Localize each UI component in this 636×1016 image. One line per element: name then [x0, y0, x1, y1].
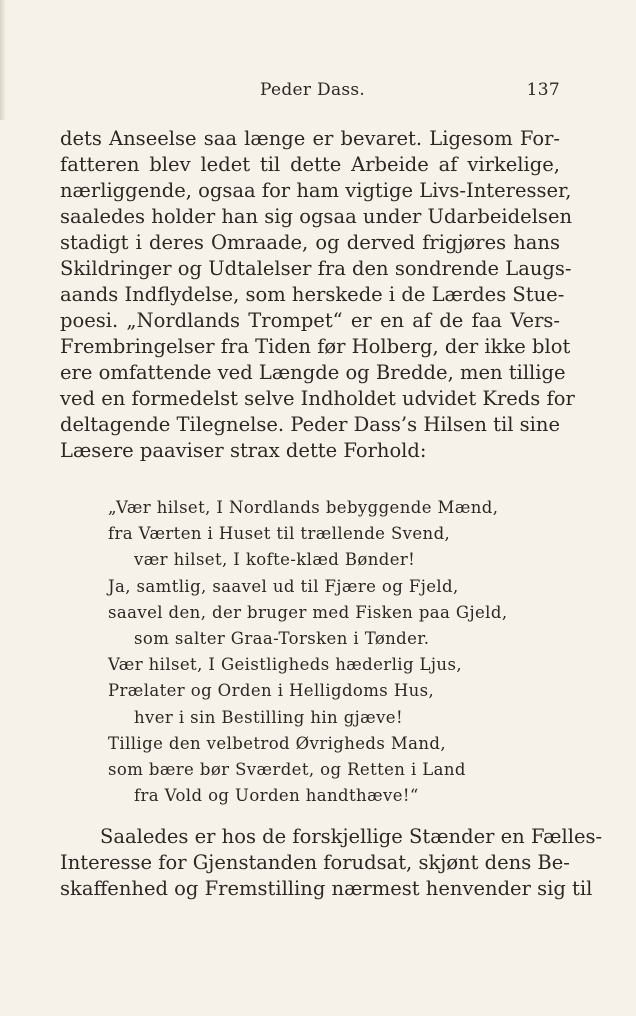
text-line: stadigt i deres Omraade, og derved frigjøres hans: [60, 231, 560, 254]
poem-line: Prælater og Orden i Helligdoms Hus,: [108, 681, 435, 701]
text-line: deltagende Tilegnelse. Peder Dass’s Hilsen til sine: [60, 413, 560, 436]
text-line: Interesse for Gjenstanden forudsat, skjønt dens Be-: [60, 851, 570, 874]
text-line: poesi. „Nordlands Trompet“ er en af de faa Vers-: [60, 309, 560, 332]
text-line: Saaledes er hos de forskjellige Stænder en Fælles-: [100, 825, 603, 848]
text-line: aands Indflydelse, som herskede i de Lærdes Stue-: [60, 283, 565, 306]
running-title: Peder Dass.: [260, 80, 366, 100]
paragraph-intro: [60, 126, 575, 464]
poem-line: vær hilset, I kofte-klæd Bønder!: [134, 550, 416, 570]
text-line: Læsere paaviser strax dette Forhold:: [60, 439, 427, 462]
poem-line: fra Værten i Huset til trællende Svend,: [108, 524, 451, 544]
poem-quotation: [60, 495, 560, 809]
text-line: skaffenhed og Fremstilling nærmest henvender sig til: [60, 877, 593, 900]
page-edge-shadow: [0, 0, 6, 120]
poem-line: Ja, samtlig, saavel ud til Fjære og Fjeld,: [108, 576, 459, 596]
poem-line: saavel den, der bruger med Fisken paa Gjeld,: [108, 602, 508, 622]
text-line: ere omfattende ved Længde og Bredde, men tillige: [60, 361, 566, 384]
text-line: Skildringer og Udtalelser fra den sondrende Laugs-: [60, 257, 572, 280]
poem-line: som bære bør Sværdet, og Retten i Land: [108, 760, 466, 780]
poem-line: Tillige den velbetrod Øvrigheds Mand,: [108, 733, 447, 753]
text-line: fatteren blev ledet til dette Arbeide af virkelige,: [60, 153, 560, 176]
poem-line: som salter Graa-Torsken i Tønder.: [134, 629, 430, 649]
poem-line: hver i sin Bestilling hin gjæve!: [134, 707, 403, 727]
text-line: Frembringelser fra Tiden før Holberg, der ikke blot: [60, 335, 571, 358]
poem-line: Vær hilset, I Geistligheds hæderlig Ljus,: [108, 655, 462, 675]
page-header: [60, 80, 560, 104]
page-number: 137: [526, 80, 560, 100]
text-line: nærliggende, ogsaa for ham vigtige Livs-Interesser,: [60, 179, 572, 202]
text-line: ved en formedelst selve Indholdet udvidet Kreds for: [60, 387, 575, 410]
paragraph-conclusion: [60, 824, 603, 902]
poem-line: fra Vold og Uorden handthæve!“: [134, 786, 419, 806]
poem-line: „Vær hilset, I Nordlands bebyggende Mænd,: [108, 498, 499, 517]
text-line: dets Anseelse saa længe er bevaret. Ligesom For-: [60, 127, 560, 150]
text-line: saaledes holder han sig ogsaa under Udarbeidelsen: [60, 205, 573, 228]
